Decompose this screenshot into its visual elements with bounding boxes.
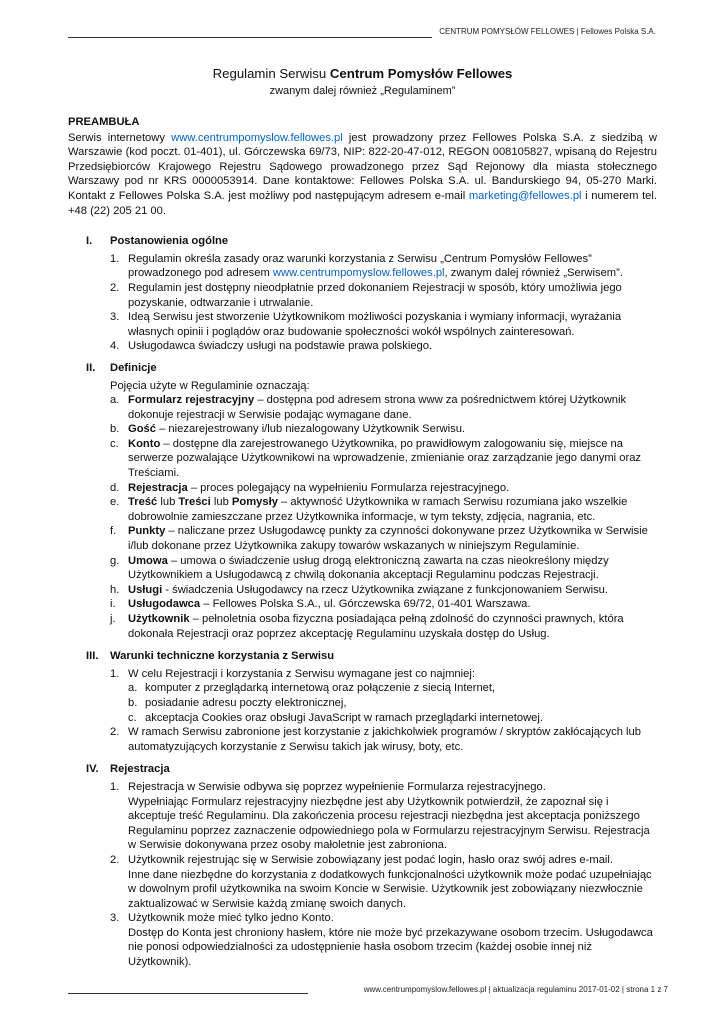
section-intro: Pojęcia użyte w Regulaminie oznaczają: xyxy=(110,379,310,392)
header-rule xyxy=(68,37,432,38)
section-heading: II. Definicje xyxy=(86,361,157,374)
section-heading: III. Warunki techniczne korzystania z Serwisu xyxy=(86,650,335,663)
definition-item: i. Usługodawca – Fellowes Polska S.A., ul. Górczewska 69/72, 01-401 Warszawa. xyxy=(110,598,531,611)
list-item: 2. Regulamin jest dostępny nieodpłatnie przed dokonaniem Rejestracji w sposób, który umożliwia jego pozyskanie, odtwarzanie i utrwalanie. xyxy=(110,281,622,309)
list-item: 3. Ideą Serwisu jest stworzenie Użytkownikom możliwości pozyskania i wymiany informacji, wyrażania własnych opinii i poglądów oraz budowanie społeczności wokół wspólnych zainteresowań. xyxy=(110,311,622,338)
preamble-heading: PREAMBUŁA xyxy=(68,116,140,128)
document-title: Regulamin Serwisu Centrum Pomysłów Fellowes xyxy=(212,66,513,81)
definition-item: e. Treść lub Treści lub Pomysły – aktywność Użytkownika w ramach Serwisu rozumiana jako wszelkie dobrowolnie zamieszczane przez Użytkownika informacje, w tym teksty, zdjęcia, nagrania, etc. xyxy=(110,496,628,523)
definition-item: h. Usługi - świadczenia Usługodawcy na rzecz Użytkownika związane z funkcjonowaniem Serwisu. xyxy=(110,583,609,596)
definition-item: b. Gość – niezarejestrowany i/lub niezalogowany Użytkownik Serwisu. xyxy=(110,423,466,436)
document-subtitle: zwanym dalej również „Regulaminem” xyxy=(269,85,456,97)
header-text: CENTRUM POMYSŁÓW FELLOWES | Fellowes Polska S.A. xyxy=(439,27,656,36)
definition-item: c. Konto – dostępne dla zarejestrowanego Użytkownika, po prawidłowym zalogowaniu się, miejsce na serwerze pozwalające Użytkownikowi na wprowadzenie, zmienianie oraz zarządzanie jego danymi oraz Treściami. xyxy=(110,437,642,480)
list-item: 4. Usługodawca świadczy usługi na podstawie prawa polskiego. xyxy=(110,340,433,353)
section-definitions xyxy=(68,361,657,641)
email-link[interactable]: marketing@fellowes.pl xyxy=(468,189,582,202)
section-registration xyxy=(68,762,657,969)
section-heading: I. Postanowienia ogólne xyxy=(86,235,229,248)
definition-item: f. Punkty – naliczane przez Usługodawcę punkty za czynności dokonywane przez Użytkownika w Serwisie i/lub dokonane przez Użytkownika zakupy towarów wskazanych w niniejszym Regulaminie. xyxy=(110,525,648,553)
list-item: 1. W celu Rejestracji i korzystania z Serwisu wymagane jest co najmniej: a. komputer z przeglądarką internetową oraz połączenie z siecią Internet, b. posiadanie adresu poczty elektronicznej, c. akceptacja Cookies oraz obsługi JavaScript w ramach przeglądarki internetowej. xyxy=(68,667,657,725)
site-link[interactable]: www.centrumpomyslow.fellowes.pl xyxy=(272,267,445,280)
footer-rule xyxy=(68,993,308,994)
list-item: 2. Użytkownik rejestrując się w Serwisie zobowiązany jest podać login, hasło oraz swój adres e-mail. Inne dane niezbędne do korzystania z dodatkowych funkcjonalności użytkownik może podać uzupełniając w dowolnym profil użytkownika na swoim Koncie w Serwisie. Użytkownik jest zobowiązany niezwłocznie zaktualizować w Serwisie każdą zmianę swoich danych. xyxy=(110,853,652,910)
definition-item: a. Formularz rejestracyjny – dostępna pod adresem strona www za pośrednictwem której Użytkownik dokonuje rejestracji w Serwisie podając wymagane dane. xyxy=(110,394,627,421)
list-item: 3. Użytkownik może mieć tylko jedno Konto. Dostęp do Konta jest chroniony hasłem, które nie może być przekazywane osobom trzecim. Usługodawca nie ponosi odpowiedzialności za udostępnienie hasła osobom trzecim (każdej osobie innej niż Użytkownik). xyxy=(110,912,653,969)
page-footer xyxy=(68,983,668,995)
list-item: 2. W ramach Serwisu zabronione jest korzystanie z jakichkolwiek programów / skryptów zakłócających lub automatyzujących korzystanie z Serwisu takich jak wirusy, boty, etc. xyxy=(110,726,641,753)
list-item: 1. Rejestracja w Serwisie odbywa się poprzez wypełnienie Formularza rejestracyjnego. Wypełniając Formularz rejestracyjny niezbędne jest aby Użytkownik potwierdził, że zapoznał się i akceptuje treść Regulaminu. Dla zakończenia procesu rejestracji niezbędna jest akceptacja poniższego Regulaminu poprzez zaznaczenie odpowiedniego pola w Formularzu rejestracyjnym Serwisu. Rejestracja w Serwisie dokonywana przez osoby małoletnie jest zabroniona. xyxy=(110,780,650,852)
section-heading: IV. Rejestracja xyxy=(86,763,170,776)
list-item: 1. Regulamin określa zasady oraz warunki korzystania z Serwisu „Centrum Pomysłów Fellowes” prowadzonego pod adresem www.centrumpomyslow.fellowes.pl, zwanym dalej również „Serwisem”. xyxy=(110,252,623,280)
page-header xyxy=(68,26,656,38)
footer-text: www.centrumpomyslow.fellowes.pl | aktualizacja regulaminu 2017-01-02 | strona 1 z 7 xyxy=(363,985,668,994)
site-link[interactable]: www.centrumpomyslow.fellowes.pl xyxy=(171,131,343,144)
sub-list-item: b. posiadanie adresu poczty elektronicznej, xyxy=(128,696,347,709)
sub-list-item: c. akceptacja Cookies oraz obsługi JavaScript w ramach przeglądarki internetowej. xyxy=(128,711,543,724)
document-body xyxy=(68,115,657,970)
section-general xyxy=(68,234,657,354)
section-technical xyxy=(68,649,657,754)
preamble-text: Serwis internetowy www.centrumpomyslow.fellowes.pl jest prowadzony przez Fellowes Polska S.A. z siedzibą w Warszawie (kod poczt. 01-401), ul. Górczewska 69/73, NIP: 822-20-47-012, REGON 008105827, wpisaną do Rejestru Przedsiębiorców Krajowego Rejestru Sądowego prowadzonego przez Sąd Rejonowy dla miasta stołecznego Warszawy pod nr KRS 0000053914. Dane kontaktowe: Fellowes Polska S.A. ul. Bandurskiego 94, 05-270 Marki. Kontakt z Fellowes Polska S.A. jest możliwy pod następującym adresem e-mail marketing@fellowes.pl i numerem tel. +48 (22) 205 21 00. xyxy=(68,131,657,217)
definition-item: j. Użytkownik – pełnoletnia osoba fizyczna posiadająca pełną zdolność do czynności prawnych, która dokonała Rejestracji oraz poprzez akceptację Regulaminu uzyskała dostęp do Usług. xyxy=(110,613,624,640)
definition-item: d. Rejestracja – proces polegający na wypełnieniu Formularza rejestracyjnego. xyxy=(110,481,510,494)
sub-list-item: a. komputer z przeglądarką internetową oraz połączenie z siecią Internet, xyxy=(128,682,496,695)
definition-item: g. Umowa – umowa o świadczenie usług drogą elektroniczną zawarta na czas nieokreślony między Użytkownikiem a Usługodawcą z chwilą dokonania akceptacji Regulaminu podczas Rejestracji. xyxy=(110,554,609,582)
